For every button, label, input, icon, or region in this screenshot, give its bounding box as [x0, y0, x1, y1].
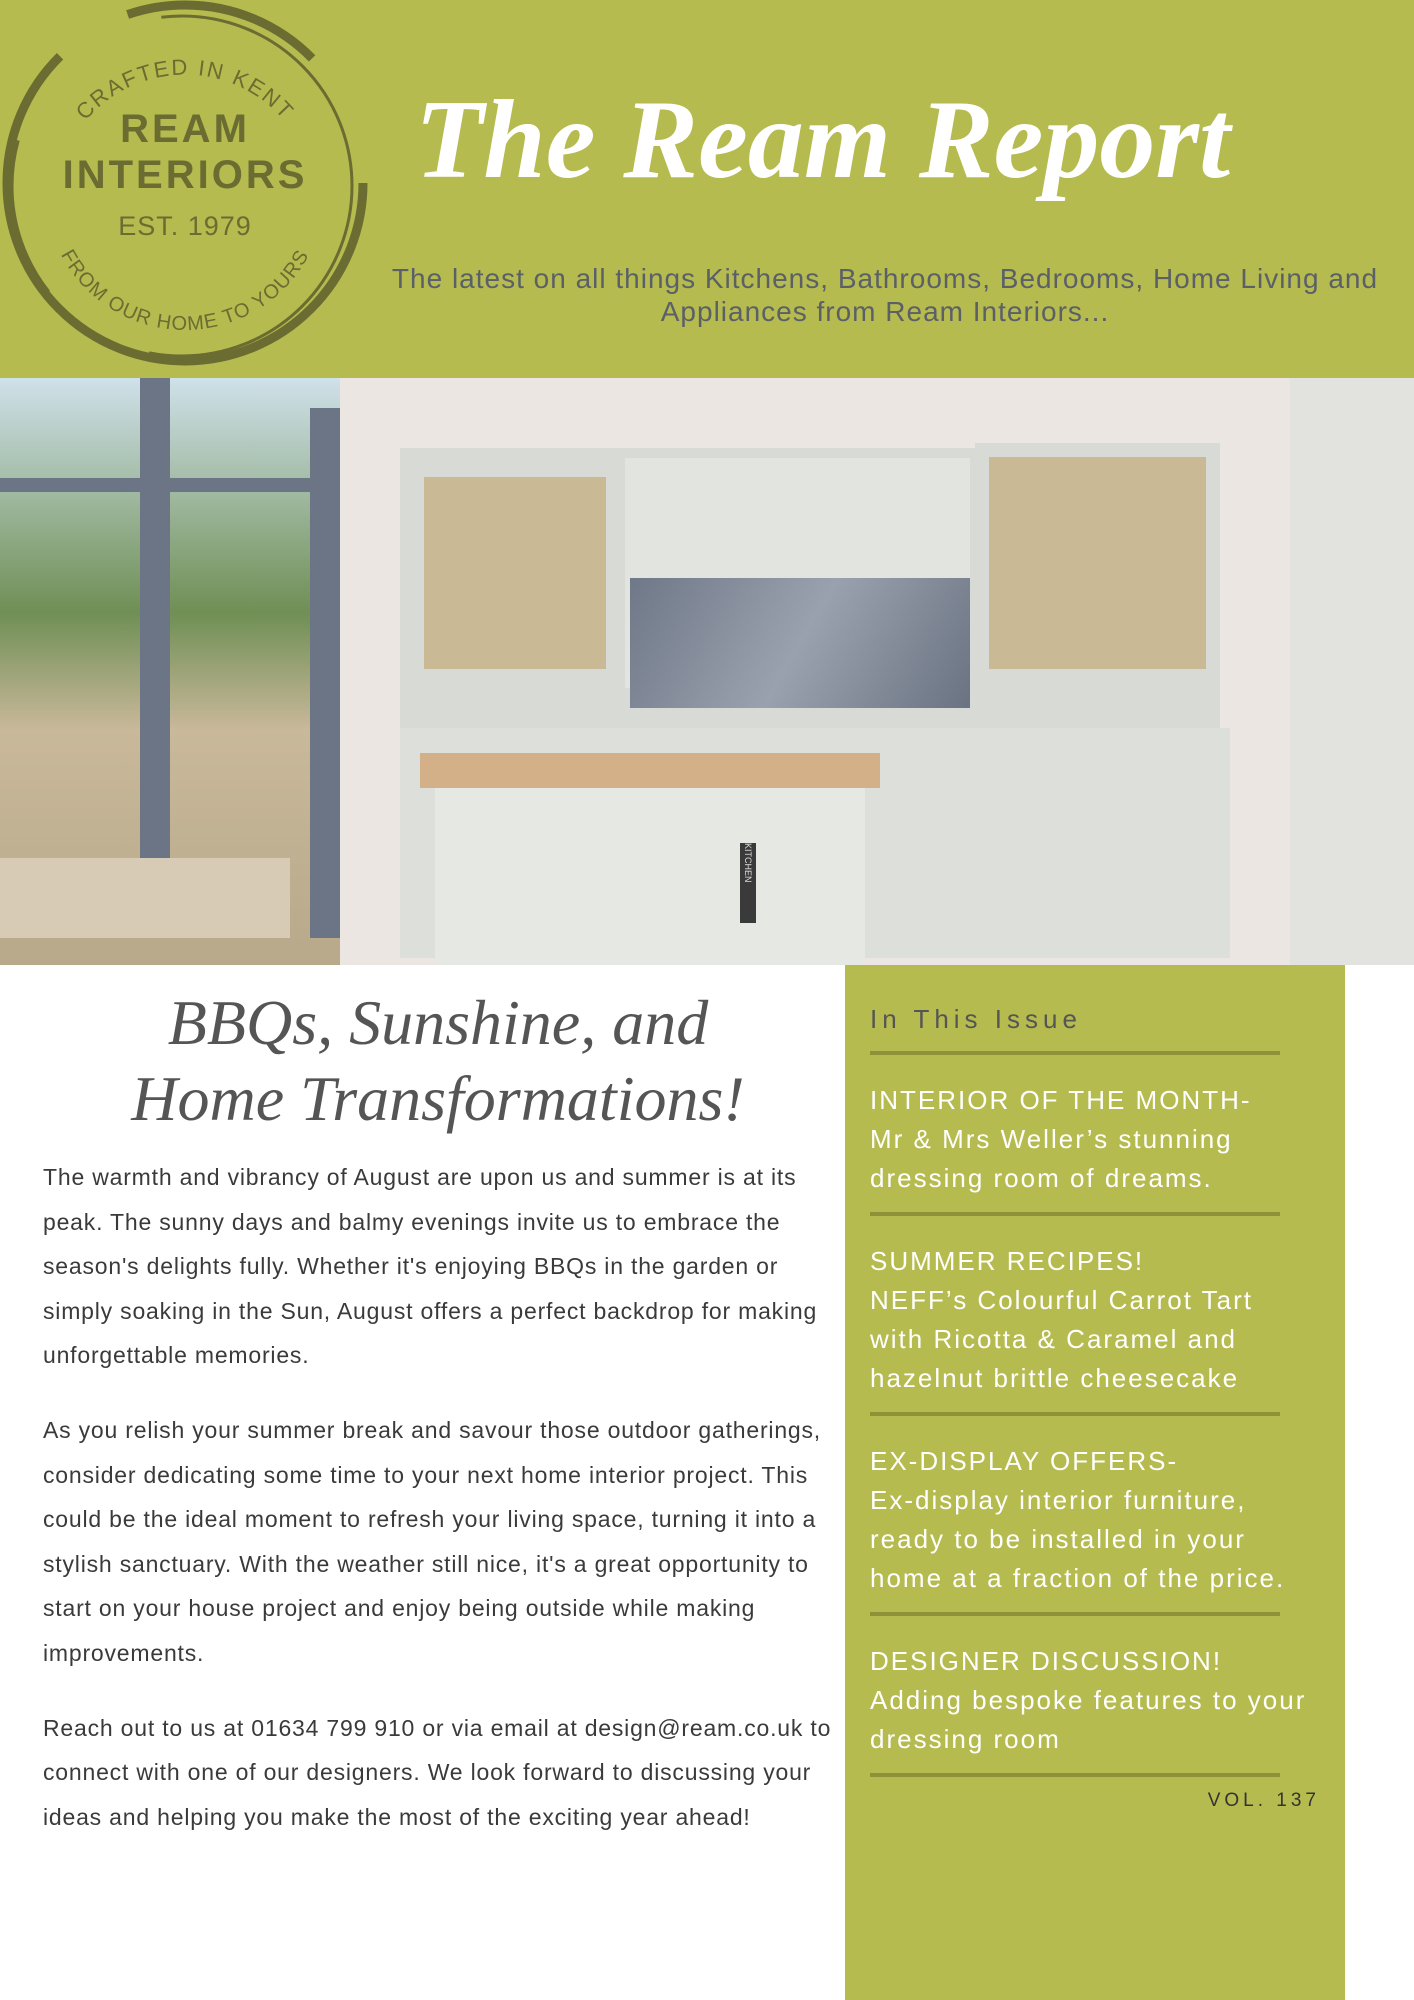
island-worktop [420, 753, 880, 788]
window-frame [0, 478, 330, 492]
issue-item-text: Mr & Mrs Weller’s stunning dressing room of dreams. [870, 1124, 1233, 1193]
logo-established: EST. 1979 [118, 211, 252, 241]
marble-splashback [630, 578, 970, 708]
article-body [43, 1155, 833, 1839]
issue-item-title: DESIGNER DISCUSSION! [870, 1646, 1223, 1676]
in-this-issue-panel [845, 965, 1345, 2000]
kitchen-island [435, 788, 865, 965]
article-paragraph: The warmth and vibrancy of August are upon us and summer is at its peak. The sunny days and balmy evenings invite us to embrace the season's delights fully. Whether it's enjoying BBQs in the garden or simply soaking in the Sun, August offers a perfect backdrop for making unforgettable memories. [43, 1164, 818, 1369]
issue-item-title: SUMMER RECIPES! [870, 1246, 1145, 1276]
issue-item[interactable] [870, 1642, 1310, 1759]
ream-interiors-logo [0, 0, 380, 378]
divider [870, 1051, 1280, 1055]
issue-item-text: Ex-display interior furniture, ready to be installed in your home at a fraction of the price. [870, 1485, 1286, 1593]
svg-text:CRAFTED IN KENT: CRAFTED IN KENT [70, 54, 300, 125]
issue-item[interactable] [870, 1242, 1310, 1398]
svg-text:FROM OUR HOME TO YOURS: FROM OUR HOME TO YOURS [56, 245, 314, 336]
newsletter-title: The Ream Report [415, 78, 1231, 202]
issue-item-title: INTERIOR OF THE MONTH- [870, 1085, 1252, 1115]
logo-interiors: INTERIORS [62, 153, 308, 197]
headline-line-1: BBQs, Sunshine, and [167, 987, 709, 1058]
in-this-issue-heading: In This Issue [870, 1004, 1082, 1034]
kitchen-book-spine: KITCHEN [740, 843, 756, 923]
article-headline [43, 985, 833, 1137]
article-paragraph: As you relish your summer break and savour those outdoor gatherings, consider dedicating some time to your next home interior project. This could be the ideal moment to refresh your living space, turning it into a stylish sanctuary. With the weather still nice, it's a great opportunity to start on your house project and enjoy being outside while making improvements. [43, 1416, 822, 1666]
glass-cabinet [410, 463, 620, 683]
divider [870, 1212, 1280, 1216]
article-paragraph: Reach out to us at 01634 799 910 or via email at design@ream.co.uk to connect with one of our designers. We look forward to discussing your ideas and helping you make the most of the exciting year ahead! [43, 1714, 832, 1830]
header-banner [0, 0, 1414, 378]
kitchen-photo [0, 378, 1414, 965]
divider [870, 1412, 1280, 1416]
issue-item[interactable] [870, 1442, 1310, 1598]
dining-table [0, 858, 290, 938]
logo-ream: REAM [120, 107, 250, 151]
divider [870, 1773, 1280, 1777]
issue-item-title: EX-DISPLAY OFFERS- [870, 1446, 1179, 1476]
issue-item-text: Adding bespoke features to your dressing room [870, 1685, 1307, 1754]
headline-line-2: Home Transformations! [131, 1063, 745, 1134]
divider [870, 1612, 1280, 1616]
volume-number: VOL. 137 [1207, 1790, 1320, 1811]
window-frame [140, 378, 170, 938]
glass-cabinet [975, 443, 1220, 683]
issue-item-text: NEFF’s Colourful Carrot Tart with Ricotta & Caramel and hazelnut brittle cheesecake [870, 1285, 1254, 1393]
issue-item[interactable] [870, 1081, 1310, 1198]
tall-cabinet [1290, 378, 1414, 965]
article [43, 985, 833, 1869]
newsletter-subtitle: The latest on all things Kitchens, Bathrooms, Bedrooms, Home Living and Appliances from Ream Interiors... [391, 263, 1379, 327]
